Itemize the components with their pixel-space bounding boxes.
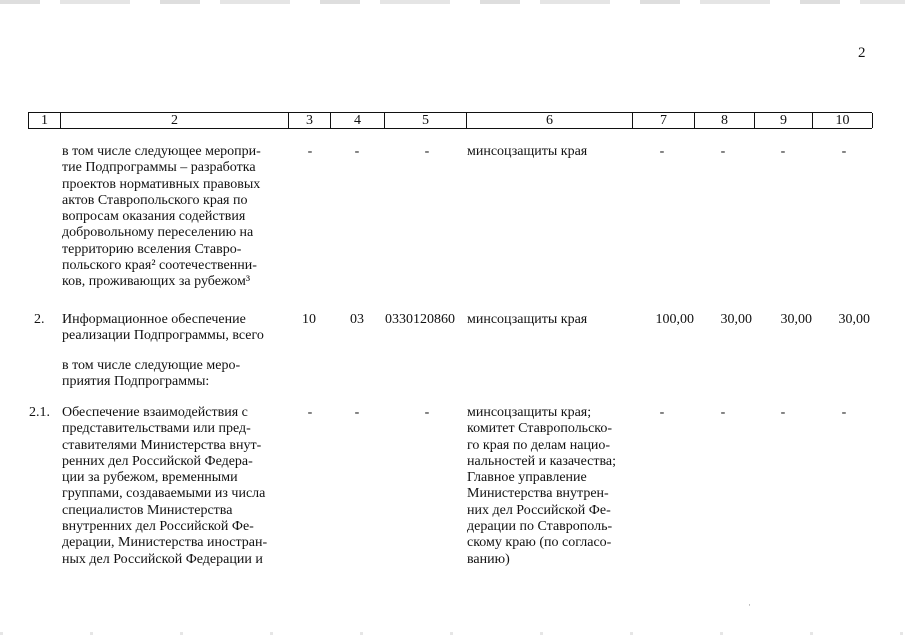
row-number: 2.1. bbox=[29, 405, 50, 420]
cell-col-8: - bbox=[720, 144, 726, 159]
cell-col-3: - bbox=[307, 144, 313, 159]
header-col-3: 3 bbox=[289, 113, 331, 128]
cell-col-10: - bbox=[841, 144, 847, 159]
cell-col-6: минсоцзащиты края bbox=[467, 144, 588, 159]
cell-col-8: - bbox=[720, 405, 726, 420]
cell-col-6: минсоцзащиты края; комитет Ставропольско- го края по делам нацио- нальностей и казачества; Главное управление Министерства внутрен- них дел Российской Фе- дерации по Ставрополь- скому краю (по согласо- ванию) bbox=[467, 405, 617, 567]
scan-artifact-bottom bbox=[0, 632, 905, 635]
cell-col-4: - bbox=[354, 405, 360, 420]
header-col-5: 5 bbox=[385, 113, 467, 128]
scan-artifact-top bbox=[0, 0, 905, 4]
scan-speck: · bbox=[748, 600, 751, 610]
cell-col-5: 0330120860 bbox=[385, 312, 455, 327]
cell-col-6: минсоцзащиты края bbox=[467, 312, 588, 327]
header-col-9: 9 bbox=[755, 113, 813, 128]
cell-col-5: - bbox=[424, 144, 430, 159]
cell-col-3: 10 bbox=[302, 312, 316, 327]
cell-col-10: - bbox=[841, 405, 847, 420]
cell-col-7: - bbox=[659, 405, 665, 420]
cell-col-7: - bbox=[659, 144, 665, 159]
header-col-8: 8 bbox=[695, 113, 755, 128]
header-col-7: 7 bbox=[633, 113, 695, 128]
row-description: в том числе следующие меро- приятия Подпрограммы: bbox=[62, 358, 241, 390]
cell-col-8: 30,00 bbox=[720, 312, 752, 327]
page-number: 2 bbox=[858, 45, 866, 61]
row-description: Информационное обеспечение реализации Подпрограммы, всего bbox=[62, 312, 264, 344]
header-col-1: 1 bbox=[29, 113, 61, 128]
cell-col-3: - bbox=[307, 405, 313, 420]
row-description: в том числе следующее меропри- тие Подпрограммы – разработка проектов нормативных правовых актов Ставропольского края по вопросам оказания содействия добровольному переселению на территорию вселения Ставро- польского края² соотечественни- ков, проживающих за рубежом³ bbox=[62, 144, 261, 290]
cell-col-7: 100,00 bbox=[655, 312, 694, 327]
cell-col-9: - bbox=[780, 144, 786, 159]
cell-col-9: 30,00 bbox=[780, 312, 812, 327]
header-col-2: 2 bbox=[61, 113, 289, 128]
row-number: 2. bbox=[34, 312, 45, 327]
cell-col-4: 03 bbox=[350, 312, 364, 327]
cell-col-4: - bbox=[354, 144, 360, 159]
header-col-4: 4 bbox=[331, 113, 385, 128]
cell-col-10: 30,00 bbox=[838, 312, 870, 327]
header-col-6: 6 bbox=[467, 113, 633, 128]
header-col-10: 10 bbox=[813, 113, 873, 128]
row-description: Обеспечение взаимодействия с представительствами или пред- ставителями Министерства внут- ренних дел Российской Федера- ции за рубежом, временными группами, создаваемыми из числа специалистов Министерства внутренних дел Российской Фе- дерации, Министерства иностран- ных дел Российской Федерации и bbox=[62, 405, 268, 567]
table-header-row bbox=[28, 112, 872, 129]
cell-col-5: - bbox=[424, 405, 430, 420]
cell-col-9: - bbox=[780, 405, 786, 420]
